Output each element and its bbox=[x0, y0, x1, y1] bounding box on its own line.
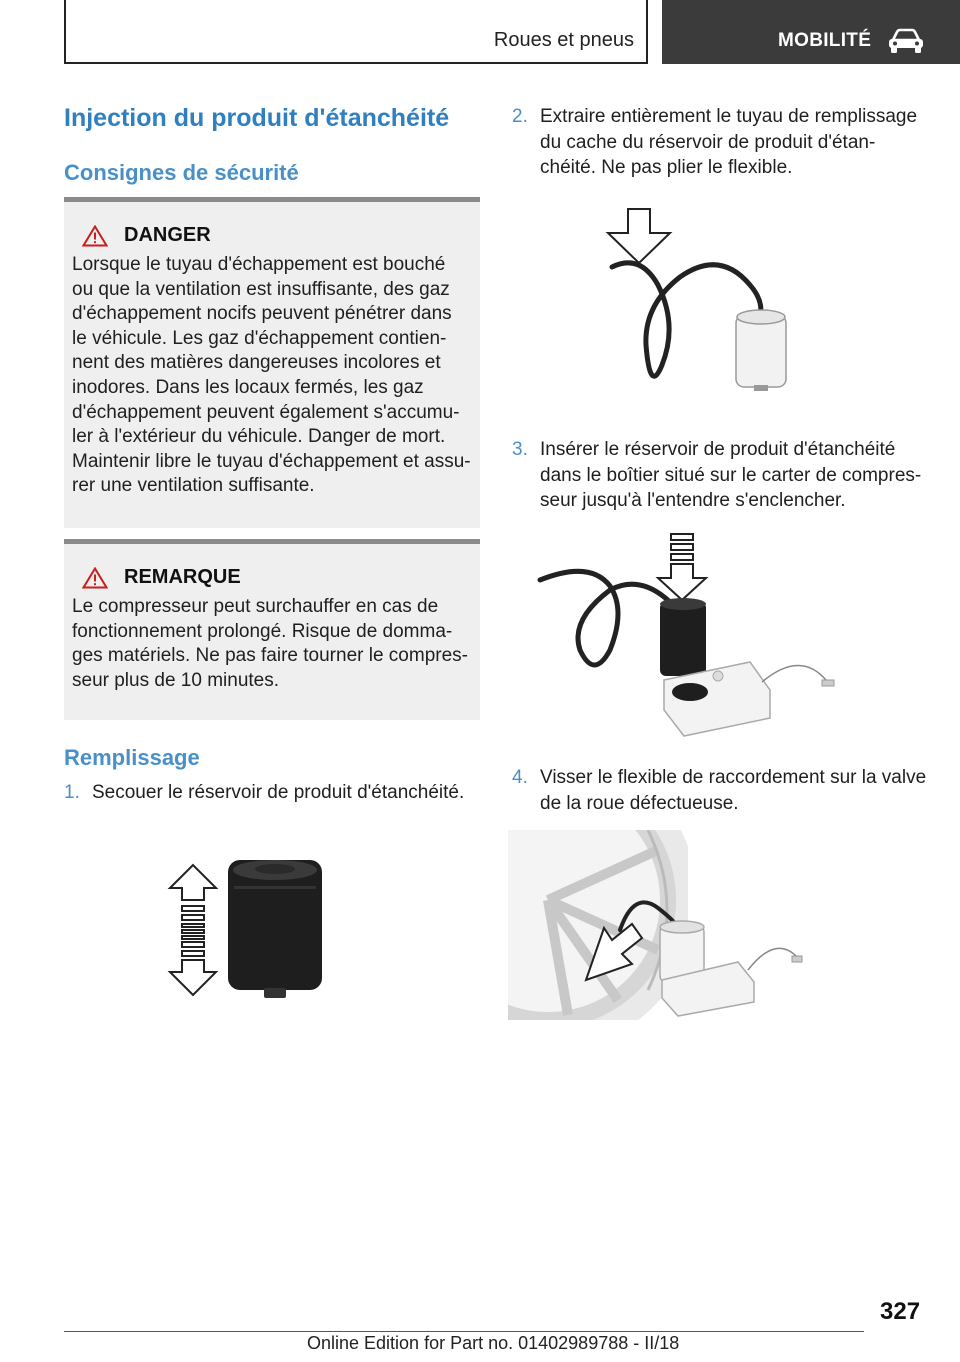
warning-triangle-icon bbox=[82, 567, 108, 589]
notice-box bbox=[64, 539, 480, 720]
notice-text: Le compresseur peut surchauffer en cas de fonctionnement prolongé. Risque de domma‐ ges matériels. Ne pas faire tourner le compres‐ seur plus de 10 minutes. bbox=[72, 596, 468, 691]
step-2: 2. Extraire entièrement le tuyau de remplissage du cache du réservoir de produit d'étan‐ chéité. Ne pas plier le flexible. bbox=[512, 104, 932, 181]
safety-heading: Consignes de sécurité bbox=[64, 160, 299, 185]
danger-title bbox=[72, 224, 472, 247]
danger-label: DANGER bbox=[124, 224, 211, 246]
step-3: 3. Insérer le réservoir de produit d'étanchéité dans le boîtier situé sur le carter de compres‐ seur jusqu'à l'entendre s'enclencher. bbox=[512, 437, 932, 514]
car-icon bbox=[887, 28, 925, 54]
illustration-connect-valve bbox=[508, 830, 808, 1020]
header-section-box bbox=[64, 0, 648, 64]
header-chapter-box bbox=[662, 0, 960, 64]
danger-text: Lorsque le tuyau d'échappement est bouché ou que la ventilation est insuffisante, des gaz d'échappement nocifs peuvent pénétrer dans le véhicule. Les gaz d'échappement contien‐ nent des matières dangereuses incolores et inodores. Dans les locaux fermés, les gaz d'échappement peuvent également s'accumu‐ ler à l'extérieur du véhicule. Danger de mort. Maintenir libre le tuyau d'échappement et assu‐ rer une ventilation suffisante. bbox=[72, 254, 471, 497]
step-1: 1. Secouer le réservoir de produit d'étanchéité. bbox=[64, 780, 484, 806]
page-number: 327 bbox=[880, 1298, 921, 1325]
danger-box bbox=[64, 197, 480, 528]
step-number: 1. bbox=[64, 782, 80, 803]
step-number: 3. bbox=[512, 439, 528, 460]
step-4: 4. Visser le flexible de raccordement sur la valve de la roue défectueuse. bbox=[512, 765, 932, 816]
warning-triangle-icon bbox=[82, 225, 108, 247]
notice-label: REMARQUE bbox=[124, 566, 241, 588]
filling-heading: Remplissage bbox=[64, 745, 200, 770]
footer-divider bbox=[64, 1331, 864, 1332]
page-title: Injection du produit d'étanchéité bbox=[64, 104, 450, 132]
header-chapter-title: MOBILITÉ bbox=[778, 30, 872, 51]
header-section-title: Roues et pneus bbox=[493, 29, 634, 51]
illustration-shake-canister bbox=[160, 850, 340, 1010]
notice-title bbox=[72, 566, 472, 589]
illustration-extract-hose bbox=[600, 205, 800, 395]
step-number: 2. bbox=[512, 106, 528, 127]
footer-edition: Online Edition for Part no. 01402989788 - II/18 bbox=[307, 1333, 680, 1353]
step-number: 4. bbox=[512, 767, 528, 788]
illustration-insert-canister bbox=[530, 530, 840, 740]
